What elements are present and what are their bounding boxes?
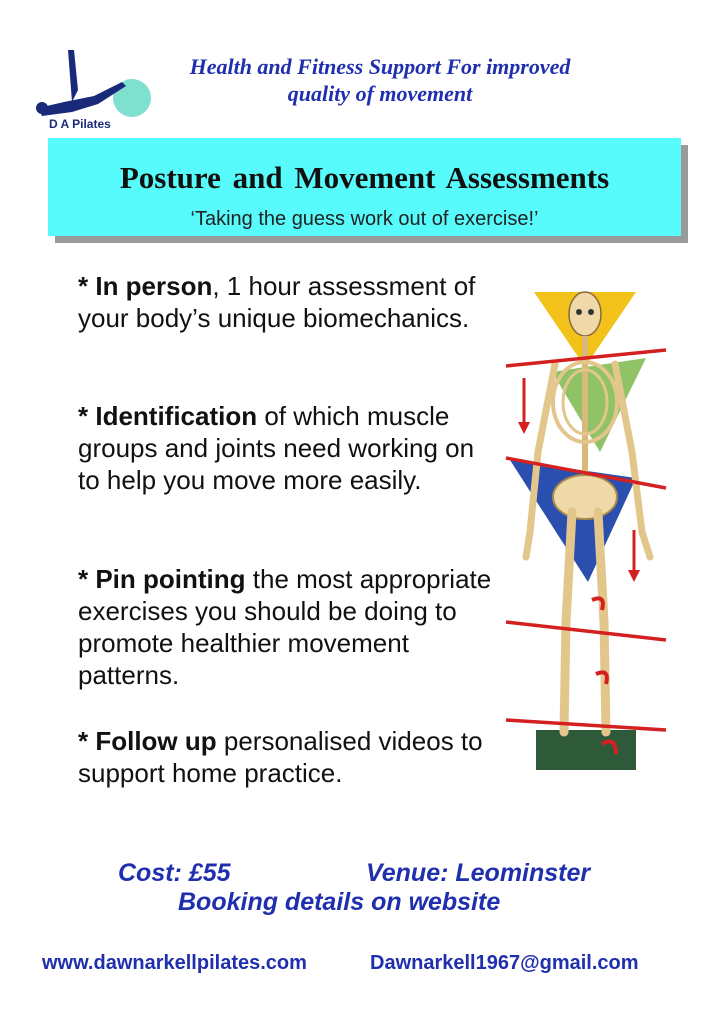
email-link[interactable]: Dawnarkell1967@gmail.com [370,952,639,974]
bullet-text: personalised videos to support home practice. [78,726,483,788]
tagline-line-2: quality of movement [287,81,473,106]
bullet-identification [78,400,498,496]
bullet-heading: In person [95,271,213,301]
bullet-pin-pointing [78,563,498,691]
bullet-text: of which muscle groups and joints need working on to help you move more easily. [78,401,475,495]
bullet-heading: Identification [95,401,258,431]
bullet-text: , 1 hour assessment of your body’s unique biomechanics. [78,271,476,333]
website-link[interactable]: www.dawnarkellpilates.com [42,952,307,974]
banner-subtitle: ‘Taking the guess work out of exercise!’ [190,208,539,230]
bullet-follow-up [78,725,498,789]
cost-label: Cost: £55 [118,859,231,887]
bullet-marker: * [78,401,96,431]
bullet-marker: * [78,271,96,301]
tagline [150,53,610,107]
logo-name: D A Pilates [49,117,111,131]
booking-note: Booking details on website [178,888,501,916]
bullet-in-person [78,270,498,334]
skeleton-posture-icon [500,282,680,782]
tagline-line-1: Health and Fitness Support For improved [189,54,571,79]
title-banner [48,138,681,236]
venue-label: Venue: Leominster [366,859,591,887]
bullet-marker: * [78,564,96,594]
bullet-heading: Pin pointing [95,564,246,594]
bullet-text: the most appropriate exercises you should be doing to promote healthier movement patterns. [78,564,492,690]
skeleton-illustration [500,282,680,782]
bullet-heading: Follow up [95,726,217,756]
banner-title: Posture and Movement Assessments [119,160,610,195]
bullet-marker: * [78,726,96,756]
